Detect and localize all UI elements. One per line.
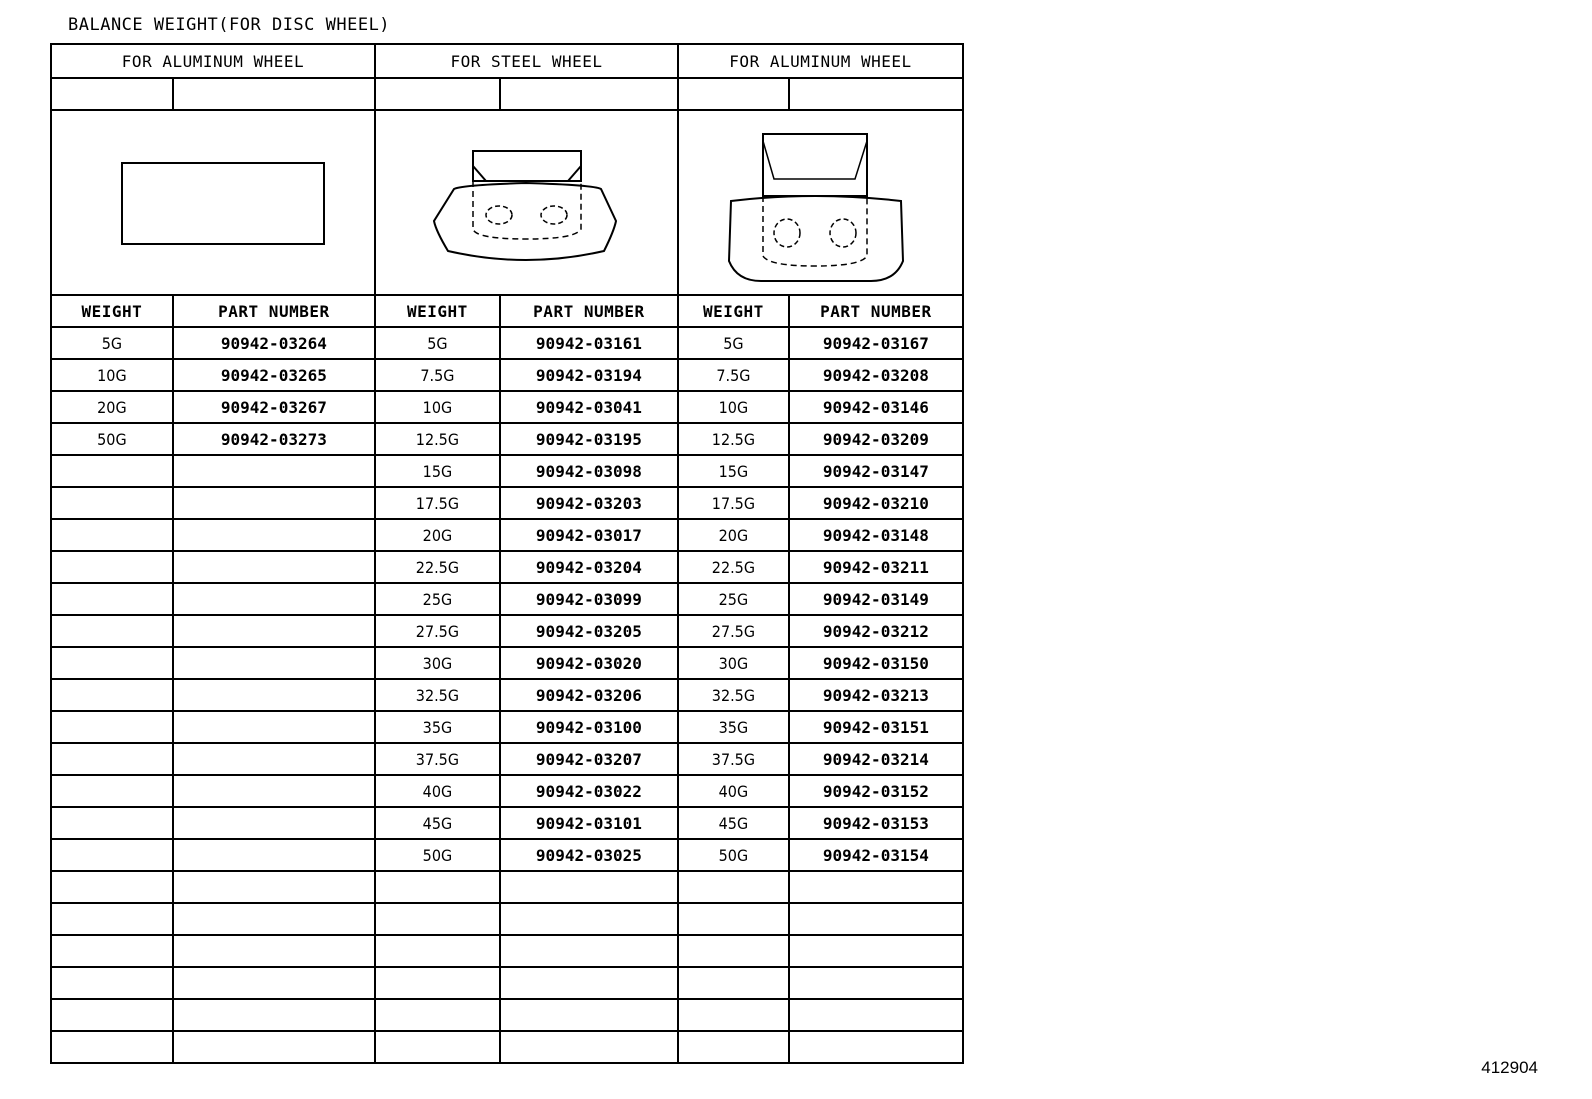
blank-cell: [500, 78, 678, 110]
weight-cell: 15G: [678, 455, 789, 487]
table-row: [51, 871, 963, 903]
part-number-cell: 90942-03212: [789, 615, 963, 647]
part-number-cell: 90942-03195: [500, 423, 678, 455]
weight-cell: [51, 871, 173, 903]
weight-cell: 37.5G: [678, 743, 789, 775]
table-row: [51, 327, 963, 359]
part-number-cell: 90942-03264: [173, 327, 375, 359]
part-number-cell: 90942-03101: [500, 807, 678, 839]
part-number-cell: 90942-03207: [500, 743, 678, 775]
weight-cell: 20G: [375, 519, 500, 551]
part-number-cell: 90942-03210: [789, 487, 963, 519]
part-number-cell: [173, 615, 375, 647]
part-number-cell: 90942-03020: [500, 647, 678, 679]
table-row: [51, 775, 963, 807]
weight-cell: 50G: [51, 423, 173, 455]
weight-cell: 45G: [678, 807, 789, 839]
weight-cell: 12.5G: [375, 423, 500, 455]
aluminum-clip-weight-icon: [679, 111, 962, 294]
group-header-aluminum-2: FOR ALUMINUM WHEEL: [678, 44, 963, 78]
part-number-cell: 90942-03204: [500, 551, 678, 583]
part-number-cell: 90942-03161: [500, 327, 678, 359]
part-number-cell: 90942-03267: [173, 391, 375, 423]
part-number-cell: [500, 967, 678, 999]
weight-cell: [51, 967, 173, 999]
table-row: [51, 967, 963, 999]
weight-cell: 12.5G: [678, 423, 789, 455]
part-number-cell: 90942-03151: [789, 711, 963, 743]
part-number-cell: [173, 775, 375, 807]
weight-cell: 15G: [375, 455, 500, 487]
weight-cell: [51, 903, 173, 935]
part-number-cell: 90942-03194: [500, 359, 678, 391]
part-number-cell: [789, 935, 963, 967]
figure-number: 412904: [1481, 1058, 1538, 1077]
part-number-cell: 90942-03147: [789, 455, 963, 487]
part-number-cell: [173, 455, 375, 487]
part-number-cell: 90942-03152: [789, 775, 963, 807]
part-number-cell: 90942-03025: [500, 839, 678, 871]
part-number-cell: 90942-03149: [789, 583, 963, 615]
part-number-cell: 90942-03146: [789, 391, 963, 423]
weight-cell: 5G: [375, 327, 500, 359]
part-number-header: PART NUMBER: [500, 295, 678, 327]
part-number-cell: 90942-03213: [789, 679, 963, 711]
weight-cell: [51, 839, 173, 871]
weight-cell: [678, 903, 789, 935]
page-title: BALANCE WEIGHT(FOR DISC WHEEL): [68, 15, 391, 35]
part-number-cell: 90942-03265: [173, 359, 375, 391]
group-header-aluminum-1: FOR ALUMINUM WHEEL: [51, 44, 375, 78]
part-number-cell: [173, 871, 375, 903]
group-header-steel: FOR STEEL WHEEL: [375, 44, 678, 78]
weight-cell: 50G: [375, 839, 500, 871]
weight-header: WEIGHT: [678, 295, 789, 327]
weight-cell: [51, 999, 173, 1031]
part-number-cell: [789, 903, 963, 935]
part-number-cell: [500, 903, 678, 935]
part-number-header: PART NUMBER: [173, 295, 375, 327]
table-row: [51, 391, 963, 423]
part-number-cell: 90942-03100: [500, 711, 678, 743]
weight-cell: 5G: [678, 327, 789, 359]
part-number-cell: 90942-03017: [500, 519, 678, 551]
part-number-cell: [173, 583, 375, 615]
weight-cell: 37.5G: [375, 743, 500, 775]
weight-cell: 50G: [678, 839, 789, 871]
weight-cell: 30G: [375, 647, 500, 679]
part-number-cell: 90942-03206: [500, 679, 678, 711]
part-number-cell: 90942-03041: [500, 391, 678, 423]
weight-cell: [375, 999, 500, 1031]
blank-cell: [375, 78, 500, 110]
weight-cell: 7.5G: [375, 359, 500, 391]
weight-cell: [51, 519, 173, 551]
table-row: [51, 583, 963, 615]
part-number-cell: 90942-03150: [789, 647, 963, 679]
image-cell-aluminum-1: [51, 110, 375, 295]
weight-cell: [51, 1031, 173, 1063]
weight-cell: [375, 1031, 500, 1063]
blank-cell: [51, 78, 173, 110]
part-number-cell: 90942-03273: [173, 423, 375, 455]
weight-cell: 7.5G: [678, 359, 789, 391]
weight-cell: [51, 711, 173, 743]
weight-cell: 40G: [375, 775, 500, 807]
image-cell-aluminum-2: [678, 110, 963, 295]
part-number-cell: [173, 679, 375, 711]
weight-cell: [678, 999, 789, 1031]
weight-header: WEIGHT: [375, 295, 500, 327]
table-row: [51, 999, 963, 1031]
weight-cell: 25G: [375, 583, 500, 615]
part-number-cell: 90942-03099: [500, 583, 678, 615]
weight-cell: 30G: [678, 647, 789, 679]
blank-cell: [678, 78, 789, 110]
weight-cell: [375, 967, 500, 999]
part-number-cell: [173, 903, 375, 935]
weight-header: WEIGHT: [51, 295, 173, 327]
part-number-cell: 90942-03153: [789, 807, 963, 839]
weight-cell: [375, 871, 500, 903]
weight-cell: [51, 615, 173, 647]
part-number-cell: [173, 967, 375, 999]
part-number-cell: 90942-03209: [789, 423, 963, 455]
part-number-cell: [173, 1031, 375, 1063]
part-number-cell: [500, 935, 678, 967]
weight-cell: [678, 967, 789, 999]
part-number-cell: [500, 871, 678, 903]
table-row: [51, 1031, 963, 1063]
balance-weight-table: [50, 43, 964, 1064]
weight-cell: [51, 583, 173, 615]
weight-cell: 40G: [678, 775, 789, 807]
weight-cell: [51, 935, 173, 967]
part-number-cell: [500, 999, 678, 1031]
part-number-cell: [789, 999, 963, 1031]
part-number-cell: 90942-03098: [500, 455, 678, 487]
weight-cell: 32.5G: [678, 679, 789, 711]
image-cell-steel: [375, 110, 678, 295]
weight-cell: 10G: [375, 391, 500, 423]
part-number-cell: 90942-03208: [789, 359, 963, 391]
table-row: [51, 455, 963, 487]
part-number-cell: 90942-03167: [789, 327, 963, 359]
part-number-cell: [173, 743, 375, 775]
part-number-cell: [789, 871, 963, 903]
table-row: [51, 615, 963, 647]
table-row: [51, 679, 963, 711]
part-number-cell: [173, 935, 375, 967]
part-number-cell: 90942-03203: [500, 487, 678, 519]
weight-cell: 20G: [51, 391, 173, 423]
table-row: [51, 551, 963, 583]
part-number-cell: [173, 839, 375, 871]
part-number-cell: 90942-03211: [789, 551, 963, 583]
weight-cell: 22.5G: [375, 551, 500, 583]
weight-cell: [51, 487, 173, 519]
weight-cell: [51, 807, 173, 839]
part-number-cell: [500, 1031, 678, 1063]
table-row: [51, 519, 963, 551]
weight-cell: 35G: [678, 711, 789, 743]
weight-cell: [678, 871, 789, 903]
table-row: [51, 743, 963, 775]
part-number-cell: [173, 519, 375, 551]
weight-cell: 17.5G: [375, 487, 500, 519]
part-number-cell: 90942-03148: [789, 519, 963, 551]
weight-cell: [375, 935, 500, 967]
part-number-cell: [173, 999, 375, 1031]
weight-cell: 17.5G: [678, 487, 789, 519]
table-row: [51, 839, 963, 871]
table-row: [51, 935, 963, 967]
weight-cell: 10G: [678, 391, 789, 423]
part-number-cell: [173, 551, 375, 583]
part-number-cell: 90942-03154: [789, 839, 963, 871]
table-row: [51, 711, 963, 743]
weight-cell: [51, 647, 173, 679]
table-row: [51, 903, 963, 935]
weight-cell: 20G: [678, 519, 789, 551]
part-number-cell: [173, 711, 375, 743]
weight-cell: [678, 1031, 789, 1063]
part-number-cell: [173, 487, 375, 519]
weight-cell: [51, 551, 173, 583]
weight-cell: [678, 935, 789, 967]
weight-cell: [51, 455, 173, 487]
steel-clip-weight-icon: [376, 111, 677, 294]
rectangular-clip-on-weight-icon: [52, 111, 374, 294]
part-number-cell: [173, 807, 375, 839]
blank-cell: [789, 78, 963, 110]
part-number-cell: [173, 647, 375, 679]
weight-cell: 35G: [375, 711, 500, 743]
blank-cell: [173, 78, 375, 110]
part-number-cell: [789, 1031, 963, 1063]
weight-cell: 5G: [51, 327, 173, 359]
weight-cell: 32.5G: [375, 679, 500, 711]
weight-cell: [51, 679, 173, 711]
table-row: [51, 359, 963, 391]
table-row: [51, 423, 963, 455]
table-row: [51, 647, 963, 679]
part-number-cell: 90942-03214: [789, 743, 963, 775]
weight-cell: 27.5G: [678, 615, 789, 647]
part-number-cell: 90942-03022: [500, 775, 678, 807]
weight-cell: 10G: [51, 359, 173, 391]
weight-cell: 22.5G: [678, 551, 789, 583]
weight-cell: 25G: [678, 583, 789, 615]
weight-cell: [51, 743, 173, 775]
weight-cell: [51, 775, 173, 807]
table-row: [51, 807, 963, 839]
weight-cell: [375, 903, 500, 935]
part-number-cell: 90942-03205: [500, 615, 678, 647]
weight-cell: 27.5G: [375, 615, 500, 647]
weight-cell: 45G: [375, 807, 500, 839]
part-number-header: PART NUMBER: [789, 295, 963, 327]
part-number-cell: [789, 967, 963, 999]
table-row: [51, 487, 963, 519]
